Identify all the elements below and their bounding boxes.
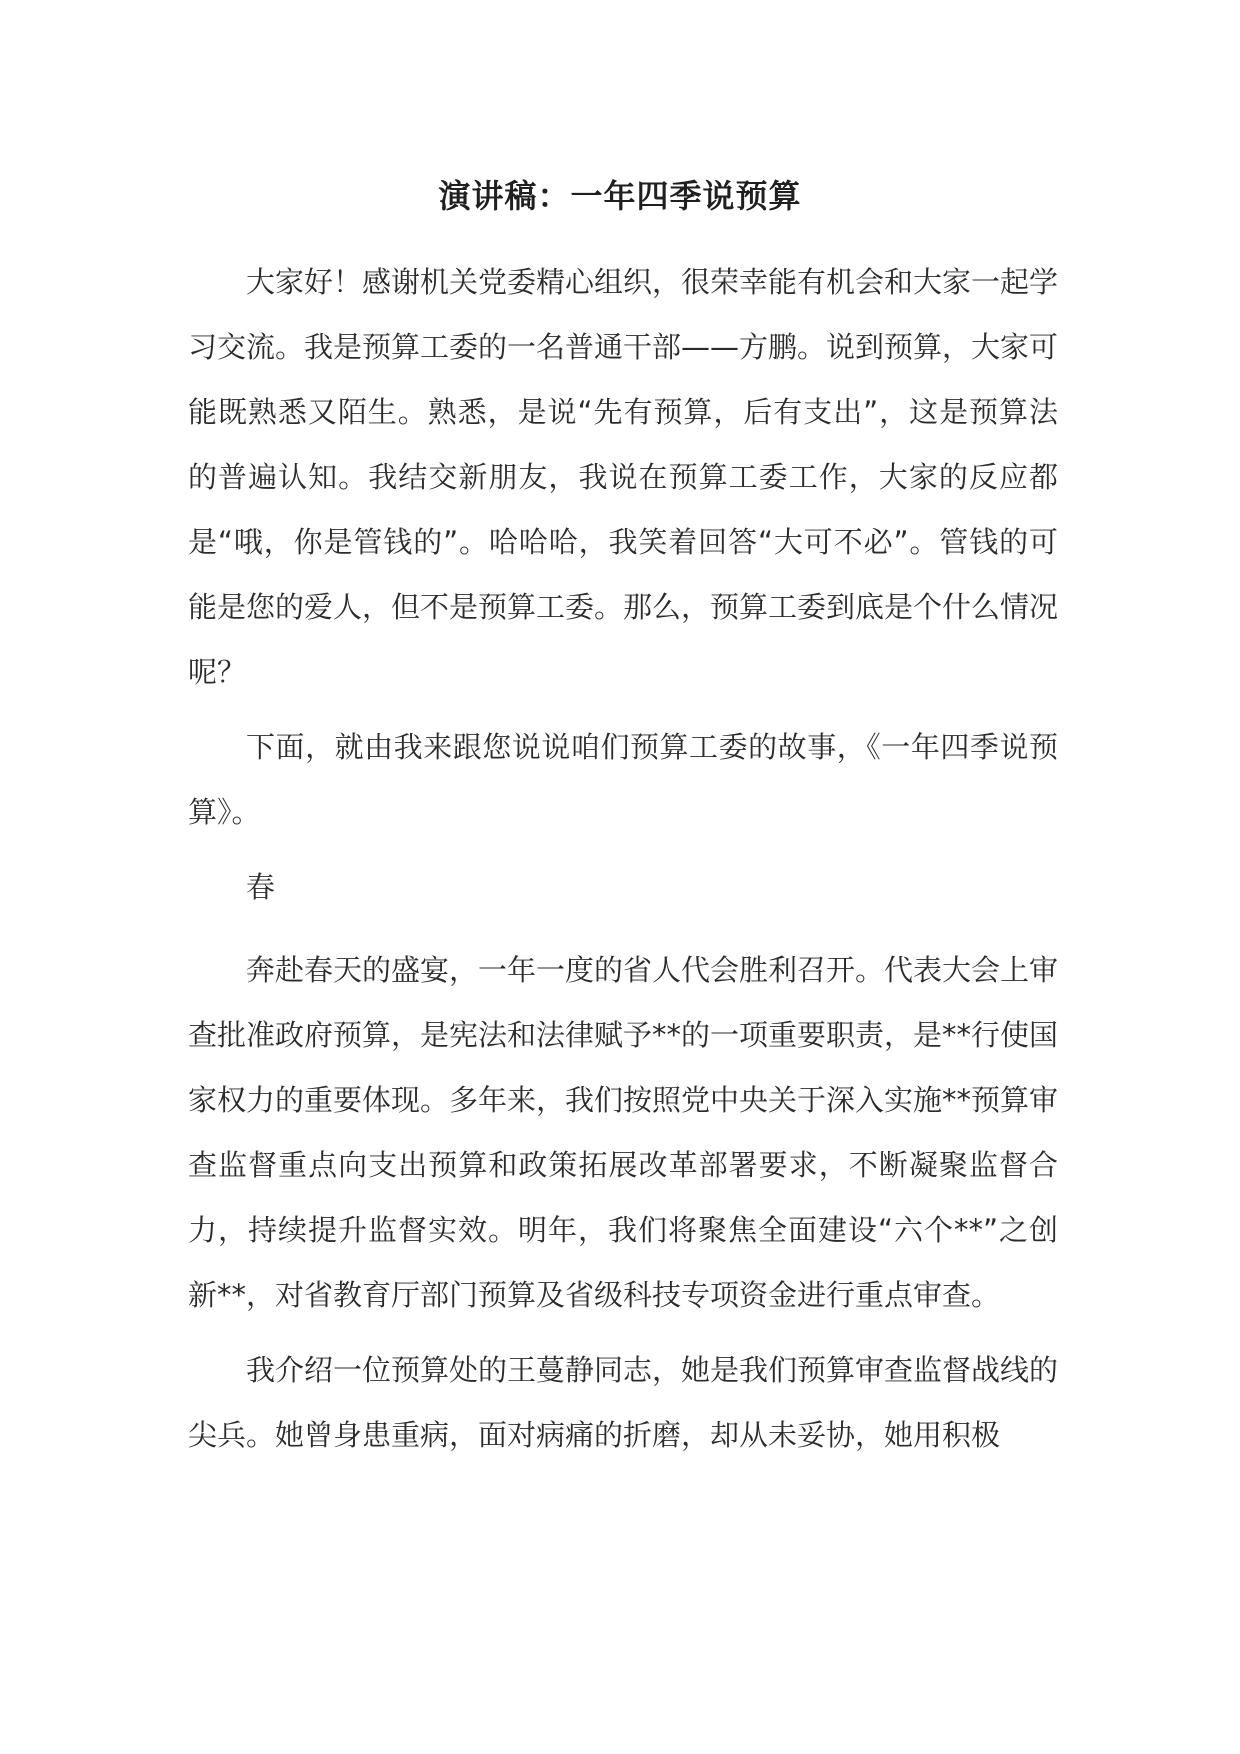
- paragraph-story-intro: 下面，就由我来跟您说说咱们预算工委的故事，《一年四季说预算》。: [188, 730, 1058, 829]
- section-heading-spring: 春: [246, 870, 276, 904]
- paragraph-wang-manjing: 我介绍一位预算处的王蔓静同志，她是我们预算审查监督战线的尖兵。她曾身患重病，面对病痛的折磨，却从未妥协，她用积极: [188, 1353, 1059, 1452]
- document-title: 演讲稿：一年四季说预算: [438, 177, 802, 215]
- paragraph-spring-congress: 奔赴春天的盛宴，一年一度的省人代会胜利召开。代表大会上审查批准政府预算，是宪法和法律赋予**的一项重要职责，是**行使国家权力的重要体现。多年来，我们按照党中央关于深入实施**预算审查监督重点向支出预算和政策拓展改革部署要求，不断凝聚监督合力，持续提升监督实效。明年，我们将聚焦全面建设“六个**”之创新**，对省教育厅部门预算及省级科技专项资金进行重点审查。: [188, 953, 1059, 1312]
- paragraph-intro: 大家好！感谢机关党委精心组织，很荣幸能有机会和大家一起学习交流。我是预算工委的一名普通干部——方鹏。说到预算，大家可能既熟悉又陌生。熟悉，是说“先有预算，后有支出”，这是预算法的普遍认知。我结交新朋友，我说在预算工委工作，大家的反应都是“哦，你是管钱的”。哈哈哈，我笑着回答“大可不必”。管钱的可能是您的爱人，但不是预算工委。那么，预算工委到底是个什么情况呢？: [188, 265, 1059, 689]
- document-body: [188, 250, 1058, 1478]
